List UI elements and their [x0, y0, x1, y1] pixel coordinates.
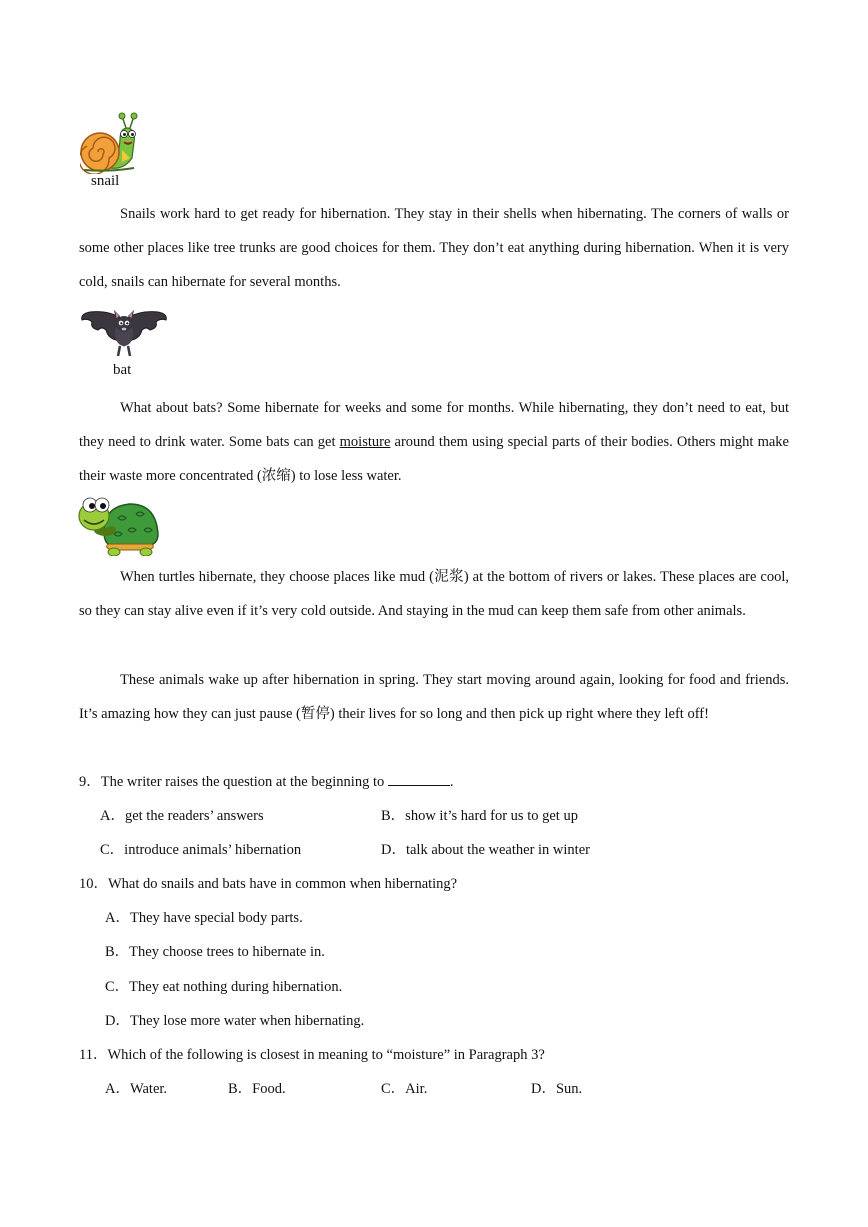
question-10-option-a[interactable]: A．They have special body parts. — [105, 910, 303, 926]
question-11-option-a[interactable]: A．Water. — [105, 1081, 168, 1097]
bat-icon — [80, 306, 168, 362]
question-9 — [79, 771, 453, 792]
question-9-stem: 9．The writer raises the question at the beginning to — [79, 774, 385, 790]
answer-blank[interactable] — [388, 771, 450, 786]
paragraph-bat — [79, 391, 789, 493]
snail-caption: snail — [91, 173, 120, 189]
snail-icon — [80, 112, 140, 174]
bat-caption: bat — [113, 362, 132, 378]
question-10-stem: 10．What do snails and bats have in common when hibernating? — [79, 876, 458, 892]
question-10-option-b[interactable]: B．They choose trees to hibernate in. — [105, 944, 325, 960]
paragraph-conclusion: These animals wake up after hibernation in spring. They start moving around again, looking for food and friends. It’s amazing how they can just pause (暂停) their lives for so long and then pick up right where they left off! — [79, 672, 789, 722]
question-9-stem-end: . — [449, 774, 454, 790]
paragraph-turtle: When turtles hibernate, they choose places like mud (泥浆) at the bottom of rivers or lakes. These places are cool, so they can stay alive even if it’s very cold outside. And staying in the mud can keep them safe from other animals. — [79, 569, 789, 619]
question-9-option-d[interactable]: D．talk about the weather in winter — [381, 842, 590, 858]
question-9-option-a[interactable]: A．get the readers’ answers — [100, 808, 264, 824]
question-10-option-d[interactable]: D．They lose more water when hibernating. — [105, 1013, 365, 1029]
question-11-stem: 11．Which of the following is closest in meaning to “moisture” in Paragraph 3? — [79, 1047, 545, 1063]
question-11-option-c[interactable]: C．Air. — [381, 1081, 428, 1097]
turtle-figure — [78, 494, 160, 556]
bat-figure — [80, 306, 168, 362]
snail-figure — [80, 112, 140, 174]
question-9-option-c[interactable]: C．introduce animals’ hibernation — [100, 842, 302, 858]
paragraph-bat-part2: around them using special parts of their bodies. Others might make their waste more concentrated (浓缩) to lose less water. — [79, 434, 789, 484]
question-11-option-d[interactable]: D．Sun. — [531, 1081, 583, 1097]
underlined-word-moisture: moisture — [339, 434, 391, 450]
question-10-option-c[interactable]: C．They eat nothing during hibernation. — [105, 979, 343, 995]
question-9-option-b[interactable]: B．show it’s hard for us to get up — [381, 808, 578, 824]
turtle-icon — [78, 494, 160, 556]
paragraph-snail: Snails work hard to get ready for hibernation. They stay in their shells when hibernating. The corners of walls or some other places like tree trunks are good choices for them. They don’t eat anything during hibernation. When it is very cold, snails can hibernate for several months. — [79, 206, 789, 290]
question-11-option-b[interactable]: B．Food. — [228, 1081, 286, 1097]
paragraph-bat-part1: What about bats? Some hibernate for weeks and some for months. While hibernating, they don’t need to eat, but they need to drink water. Some bats can get — [79, 400, 789, 450]
